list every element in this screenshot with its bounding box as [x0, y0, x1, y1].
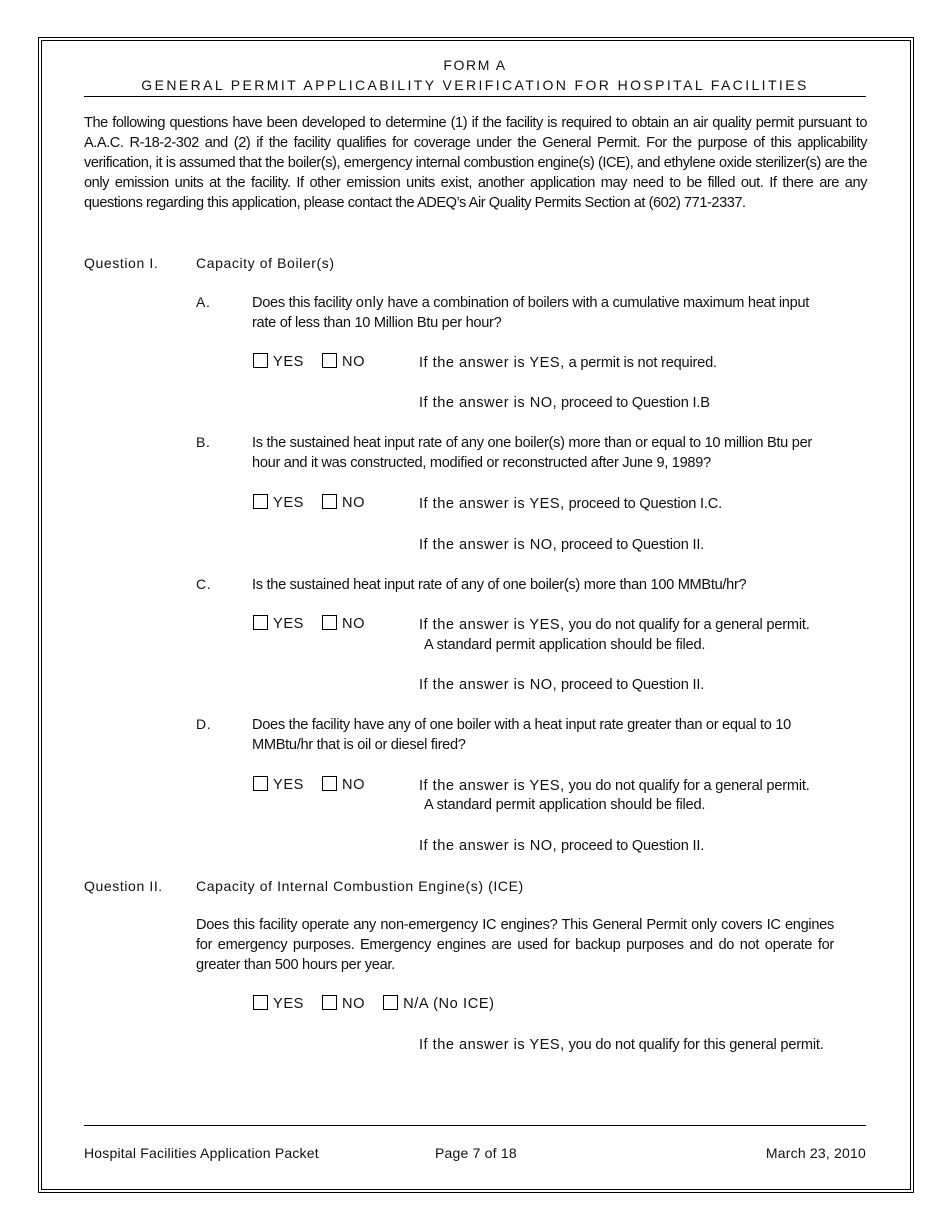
q1c-text: Is the sustained heat input rate of any of one boiler(s) more than 100 MMBtu/hr?: [252, 577, 747, 593]
q1a-no-result-text: proceed to Question I.B: [561, 395, 710, 411]
question-1-title: Capacity of Boiler(s): [196, 255, 335, 271]
q1d-yes-result-line2: A standard permit application should be filed.: [424, 797, 706, 813]
q2-no-option[interactable]: [322, 996, 365, 1012]
q2-options: [253, 995, 495, 1012]
q1b-no-label: NO: [342, 495, 366, 511]
q1c-yes-option[interactable]: [253, 616, 304, 632]
q1b-yes-result: [419, 494, 722, 514]
q1a-yes-label: YES: [273, 354, 305, 370]
q1c-no-label: NO: [342, 616, 366, 632]
q1d-yes-result-text: you do not qualify for a general permit.: [568, 778, 810, 794]
q1b-no-option[interactable]: [322, 495, 365, 511]
q1d-yes-checkbox[interactable]: [253, 776, 268, 791]
question-2-title: Capacity of Internal Combustion Engine(s) (ICE): [196, 878, 524, 894]
q1c-yes-result-text: you do not qualify for a general permit.: [568, 617, 810, 633]
q1d-text: Does the facility have any of one boiler with a heat input rate greater than or equal to 10 MMBtu/hr that is oil or diesel fired?: [252, 717, 791, 753]
q1a-yes-prefix: If the answer is YES,: [419, 355, 565, 371]
q1b-no-result-text: proceed to Question II.: [561, 537, 705, 553]
q1d-no-result: [419, 836, 704, 856]
q1d-yes-prefix: If the answer is YES,: [419, 778, 565, 794]
q1d-no-prefix: If the answer is NO,: [419, 838, 558, 854]
q1c-yes-result-line2: A standard permit application should be filed.: [424, 637, 706, 653]
intro-paragraph: The following questions have been developed to determine (1) if the facility is required to obtain an air quality permit pursuant to A.A.C. R-18-2-302 and (2) if the facility qualifies for coverage under the General Permit. For the purpose of this applicability verification, it is assumed that the boiler(s), emergency internal combustion engine(s) (ICE), and ethylene oxide sterilizer(s) are the only emission units at the facility. If other emission units exist, another application may need to be filled out. If there are any questions regarding this application, please contact the ADEQ’s Air Quality Permits Section at (602) 771-2337.: [84, 115, 867, 211]
q1b-yes-option[interactable]: [253, 495, 304, 511]
q1c-no-option[interactable]: [322, 616, 365, 632]
q1d-yes-result: [419, 776, 839, 796]
q1c-no-checkbox[interactable]: [322, 615, 337, 630]
q1a-no-checkbox[interactable]: [322, 353, 337, 368]
q1a-yes-result: [419, 353, 717, 373]
form-title: FORM A: [443, 57, 507, 73]
q1c-no-prefix: If the answer is NO,: [419, 677, 558, 693]
q1c-letter: C.: [196, 576, 212, 592]
question-1-label: Question I.: [84, 255, 159, 271]
q1a-no-result: [419, 393, 710, 413]
q1c-yes-prefix: If the answer is YES,: [419, 617, 565, 633]
q1d-letter: D.: [196, 716, 212, 732]
q1b-yes-checkbox[interactable]: [253, 494, 268, 509]
q1b-yes-result-text: proceed to Question I.C.: [568, 496, 722, 512]
q1d-yes-option[interactable]: [253, 777, 304, 793]
footer-rule: [84, 1125, 866, 1126]
q1a-yes-option[interactable]: [253, 354, 304, 370]
q1c-yes-label: YES: [273, 616, 305, 632]
q2-na-label: N/A (No ICE): [403, 996, 495, 1012]
q2-yes-result: [419, 1035, 831, 1055]
q2-no-checkbox[interactable]: [322, 995, 337, 1010]
q1d-no-option[interactable]: [322, 777, 365, 793]
q2-yes-label: YES: [273, 996, 305, 1012]
q1b-yes-prefix: If the answer is YES,: [419, 496, 565, 512]
q2-text: Does this facility operate any non-emergency IC engines? This General Permit only covers IC engines for emergency purposes. Emergency engines are used for backup purposes and do not operate for greater than 500 hours per year.: [196, 917, 834, 973]
q1a-text: [252, 293, 834, 333]
footer-date: March 23, 2010: [765, 1145, 866, 1161]
q1a-no-label: NO: [342, 354, 366, 370]
q2-yes-result-text: you do not qualify for this general permit.: [568, 1037, 824, 1053]
q1a-no-prefix: If the answer is NO,: [419, 395, 558, 411]
q1c-no-result: [419, 675, 704, 695]
q1c-yes-checkbox[interactable]: [253, 615, 268, 630]
q1a-text-after: have a combination of boilers with a cumulative maximum heat input rate of less than 10 Million Btu per hour?: [252, 295, 810, 331]
q2-yes-prefix: If the answer is YES,: [419, 1037, 565, 1053]
q1b-no-prefix: If the answer is NO,: [419, 537, 558, 553]
q2-no-label: NO: [342, 996, 366, 1012]
q1a-letter: A.: [196, 294, 211, 310]
q1d-yes-label: YES: [273, 777, 305, 793]
q1a-no-option[interactable]: [322, 354, 365, 370]
q1d-no-result-text: proceed to Question II.: [561, 838, 705, 854]
q1a-options: [253, 353, 383, 370]
q1d-no-checkbox[interactable]: [322, 776, 337, 791]
footer-page-number: Page 7 of 18: [435, 1145, 517, 1161]
footer-left: Hospital Facilities Application Packet: [84, 1145, 319, 1161]
q1c-no-result-text: proceed to Question II.: [561, 677, 705, 693]
q1a-yes-result-text: a permit is not required.: [568, 355, 717, 371]
q1b-letter: B.: [196, 434, 211, 450]
q1b-yes-label: YES: [273, 495, 305, 511]
q1b-text: Is the sustained heat input rate of any one boiler(s) more than or equal to 10 million Btu per hour and it was constructed, modified or reconstructed after June 9, 1989?: [252, 435, 812, 471]
q1a-text-emph: only: [355, 295, 384, 311]
q2-yes-option[interactable]: [253, 996, 304, 1012]
q1d-no-label: NO: [342, 777, 366, 793]
q1a-text-before: Does this facility: [252, 295, 356, 311]
q2-na-option[interactable]: [383, 996, 495, 1012]
q1c-yes-result: [419, 615, 839, 635]
header-rule: [84, 96, 866, 97]
q1a-yes-checkbox[interactable]: [253, 353, 268, 368]
question-2-label: Question II.: [84, 878, 163, 894]
q1d-options: [253, 776, 383, 793]
q2-na-checkbox[interactable]: [383, 995, 398, 1010]
q1b-options: [253, 494, 383, 511]
q1b-no-checkbox[interactable]: [322, 494, 337, 509]
q2-yes-checkbox[interactable]: [253, 995, 268, 1010]
form-subtitle: GENERAL PERMIT APPLICABILITY VERIFICATION FOR HOSPITAL FACILITIES: [141, 77, 809, 93]
q1b-no-result: [419, 535, 704, 555]
q1c-options: [253, 615, 383, 632]
